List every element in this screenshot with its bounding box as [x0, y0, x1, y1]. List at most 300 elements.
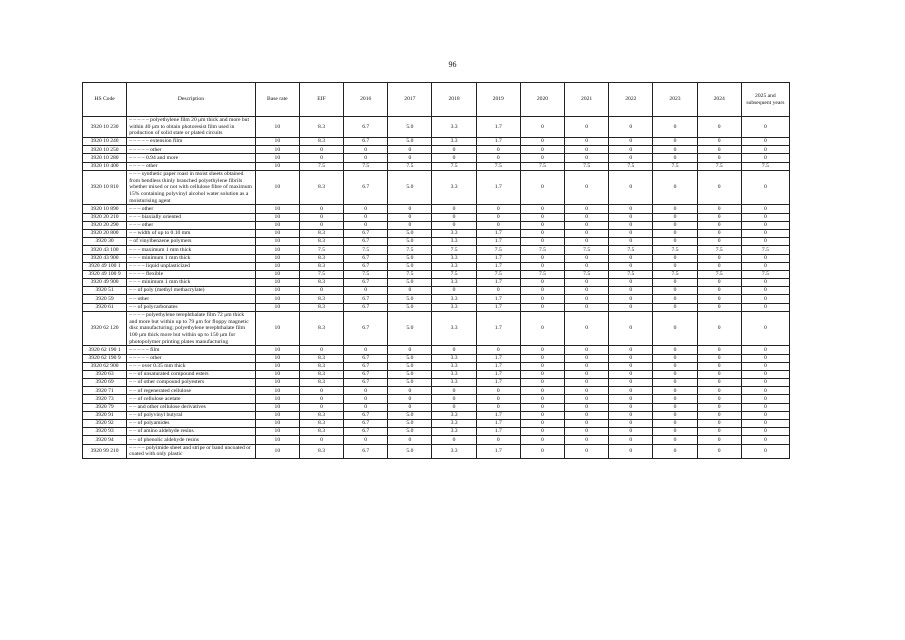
rate-cell: 0	[520, 154, 564, 162]
rate-cell: 0	[344, 205, 388, 213]
rate-cell: 0	[388, 403, 432, 411]
rate-cell: 10	[255, 444, 299, 458]
description-cell: – – – – polyimide sheet and stripe or band uncoated or coated with only plastic	[127, 444, 256, 458]
rate-cell: 1.7	[476, 354, 520, 362]
rate-cell: 0	[697, 287, 741, 295]
rate-cell: 0	[741, 221, 789, 229]
rate-cell: 7.5	[432, 162, 476, 170]
rate-cell: 6.7	[344, 444, 388, 458]
rate-cell: 10	[255, 154, 299, 162]
rate-cell: 0	[520, 254, 564, 262]
rate-cell: 0	[741, 354, 789, 362]
rate-cell: 10	[255, 262, 299, 270]
rate-cell: 0	[697, 221, 741, 229]
rate-cell: 5.0	[388, 229, 432, 237]
rate-cell: 10	[255, 254, 299, 262]
rate-cell: 5.0	[388, 370, 432, 378]
rate-cell: 10	[255, 311, 299, 346]
rate-cell: 1.7	[476, 420, 520, 428]
rate-cell: 10	[255, 117, 299, 138]
rate-cell: 0	[344, 387, 388, 395]
rate-cell: 0	[299, 146, 343, 154]
rate-cell: 0	[741, 395, 789, 403]
hs-code-cell: 3920 62 190 1	[83, 346, 127, 354]
rate-cell: 0	[697, 428, 741, 436]
rate-cell: 0	[388, 205, 432, 213]
rate-cell: 3.3	[432, 279, 476, 287]
rate-cell: 0	[432, 287, 476, 295]
description-cell: – – – over 0.35 mm thick	[127, 362, 256, 370]
rate-cell: 0	[697, 436, 741, 444]
rate-cell: 5.0	[388, 279, 432, 287]
rate-cell: 0	[609, 311, 653, 346]
rate-cell: 0	[609, 420, 653, 428]
rate-cell: 7.5	[520, 162, 564, 170]
hs-code-cell: 3920 93	[83, 428, 127, 436]
rate-cell: 3.3	[432, 311, 476, 346]
rate-cell: 0	[299, 387, 343, 395]
rate-cell: 0	[299, 436, 343, 444]
table-row	[83, 221, 790, 229]
rate-cell: 3.3	[432, 138, 476, 146]
rate-cell: 7.5	[565, 270, 609, 278]
rate-cell: 6.7	[344, 295, 388, 303]
rate-cell: 6.7	[344, 254, 388, 262]
rate-cell: 6.7	[344, 362, 388, 370]
hs-code-cell: 3920 20 290	[83, 221, 127, 229]
table-header-row	[83, 83, 790, 117]
rate-cell: 0	[476, 403, 520, 411]
rate-cell: 0	[520, 170, 564, 205]
rate-cell: 8.3	[299, 354, 343, 362]
rate-cell: 3.3	[432, 444, 476, 458]
rate-cell: 0	[344, 436, 388, 444]
rate-cell: 0	[565, 262, 609, 270]
rate-cell: 0	[653, 117, 697, 138]
hs-code-cell: 3920 99 210	[83, 444, 127, 458]
rate-cell: 0	[565, 403, 609, 411]
rate-cell: 0	[653, 229, 697, 237]
rate-cell: 0	[741, 238, 789, 246]
rate-cell: 7.5	[344, 246, 388, 254]
description-cell: – – – – flexible	[127, 270, 256, 278]
rate-cell: 1.7	[476, 411, 520, 419]
rate-cell: 1.7	[476, 279, 520, 287]
rate-cell: 10	[255, 295, 299, 303]
rate-cell: 1.7	[476, 428, 520, 436]
rate-cell: 0	[697, 379, 741, 387]
rate-cell: 7.5	[344, 162, 388, 170]
rate-cell: 3.3	[432, 420, 476, 428]
rate-cell: 0	[741, 403, 789, 411]
description-cell: – – – – 0.94 and more	[127, 154, 256, 162]
hs-code-cell: 3920 10 890	[83, 205, 127, 213]
rate-cell: 5.0	[388, 428, 432, 436]
rate-cell: 1.7	[476, 362, 520, 370]
rate-cell: 0	[653, 170, 697, 205]
rate-cell: 0	[476, 436, 520, 444]
rate-cell: 10	[255, 170, 299, 205]
column-header-base-rate: Base rate	[255, 83, 299, 117]
rate-cell: 3.3	[432, 295, 476, 303]
rate-cell: 10	[255, 403, 299, 411]
rate-cell: 0	[565, 146, 609, 154]
rate-cell: 0	[476, 154, 520, 162]
rate-cell: 0	[653, 428, 697, 436]
hs-code-cell: 3920 20 800	[83, 229, 127, 237]
rate-cell: 0	[609, 411, 653, 419]
hs-code-cell: 3920 10 810	[83, 170, 127, 205]
rate-cell: 0	[520, 444, 564, 458]
rate-cell: 0	[741, 370, 789, 378]
rate-cell: 0	[697, 411, 741, 419]
table-row	[83, 395, 790, 403]
rate-cell: 0	[565, 362, 609, 370]
rate-cell: 3.3	[432, 170, 476, 205]
rate-cell: 0	[299, 395, 343, 403]
rate-cell: 6.7	[344, 229, 388, 237]
rate-cell: 0	[388, 213, 432, 221]
rate-cell: 10	[255, 362, 299, 370]
table-row	[83, 246, 790, 254]
rate-cell: 0	[609, 262, 653, 270]
rate-cell: 7.5	[741, 270, 789, 278]
rate-cell: 0	[344, 146, 388, 154]
rate-cell: 1.7	[476, 138, 520, 146]
rate-cell: 10	[255, 411, 299, 419]
hs-code-cell: 3920 10 280	[83, 154, 127, 162]
rate-cell: 7.5	[653, 162, 697, 170]
rate-cell: 10	[255, 246, 299, 254]
rate-cell: 0	[741, 362, 789, 370]
rate-cell: 0	[697, 303, 741, 311]
rate-cell: 0	[299, 221, 343, 229]
rate-cell: 1.7	[476, 444, 520, 458]
table-row	[83, 420, 790, 428]
rate-cell: 7.5	[520, 270, 564, 278]
rate-cell: 0	[520, 117, 564, 138]
description-cell: – – of poly (methyl methacrylate)	[127, 287, 256, 295]
rate-cell: 0	[741, 254, 789, 262]
rate-cell: 8.3	[299, 411, 343, 419]
hs-code-cell: 3920 49 100 1	[83, 262, 127, 270]
table-row	[83, 428, 790, 436]
description-cell: – – – other	[127, 205, 256, 213]
hs-code-cell: 3920 10 230	[83, 117, 127, 138]
rate-cell: 0	[520, 303, 564, 311]
description-cell: – – of amino aldehyde resins	[127, 428, 256, 436]
column-header-2019: 2019	[476, 83, 520, 117]
rate-cell: 0	[432, 205, 476, 213]
rate-cell: 0	[432, 403, 476, 411]
rate-cell: 1.7	[476, 229, 520, 237]
rate-cell: 1.7	[476, 254, 520, 262]
rate-cell: 1.7	[476, 262, 520, 270]
table-row	[83, 138, 790, 146]
table-row	[83, 379, 790, 387]
rate-cell: 0	[299, 287, 343, 295]
rate-cell: 0	[741, 346, 789, 354]
rate-cell: 5.0	[388, 379, 432, 387]
rate-cell: 7.5	[388, 270, 432, 278]
column-header-hs-code: HS Code	[83, 83, 127, 117]
table-row	[83, 146, 790, 154]
rate-cell: 0	[741, 311, 789, 346]
rate-cell: 10	[255, 138, 299, 146]
description-cell: – – – other	[127, 221, 256, 229]
rate-cell: 0	[653, 387, 697, 395]
hs-code-cell: 3920 43 100	[83, 246, 127, 254]
rate-cell: 10	[255, 162, 299, 170]
table-row	[83, 254, 790, 262]
rate-cell: 0	[476, 205, 520, 213]
hs-code-cell: 3920 94	[83, 436, 127, 444]
rate-cell: 0	[520, 138, 564, 146]
rate-cell: 7.5	[520, 246, 564, 254]
rate-cell: 0	[653, 287, 697, 295]
rate-cell: 7.5	[653, 246, 697, 254]
rate-cell: 1.7	[476, 370, 520, 378]
rate-cell: 0	[565, 117, 609, 138]
rate-cell: 0	[299, 213, 343, 221]
rate-cell: 8.3	[299, 170, 343, 205]
rate-cell: 0	[520, 428, 564, 436]
rate-cell: 8.3	[299, 303, 343, 311]
table-row	[83, 370, 790, 378]
rate-cell: 0	[609, 254, 653, 262]
rate-cell: 0	[565, 370, 609, 378]
rate-cell: 0	[653, 262, 697, 270]
rate-cell: 0	[741, 170, 789, 205]
rate-cell: 0	[565, 229, 609, 237]
rate-cell: 7.5	[697, 246, 741, 254]
rate-cell: 0	[741, 303, 789, 311]
rate-cell: 0	[565, 411, 609, 419]
rate-cell: 10	[255, 205, 299, 213]
rate-cell: 0	[609, 170, 653, 205]
rate-cell: 0	[344, 346, 388, 354]
hs-code-cell: 3920 63	[83, 370, 127, 378]
rate-cell: 0	[609, 303, 653, 311]
rate-cell: 0	[565, 354, 609, 362]
rate-cell: 10	[255, 303, 299, 311]
rate-cell: 7.5	[476, 162, 520, 170]
rate-cell: 0	[653, 395, 697, 403]
rate-cell: 3.3	[432, 117, 476, 138]
rate-cell: 0	[653, 295, 697, 303]
rate-cell: 0	[697, 420, 741, 428]
table-row	[83, 311, 790, 346]
rate-cell: 0	[520, 229, 564, 237]
column-header-2018: 2018	[432, 83, 476, 117]
rate-cell: 7.5	[388, 246, 432, 254]
rate-cell: 0	[697, 362, 741, 370]
rate-cell: 0	[520, 213, 564, 221]
rate-cell: 5.0	[388, 411, 432, 419]
description-cell: – – – – – polyethylene film 20 μm thick and more but within 40 μm to obtain photoresist film used in production of solid state or plated circuits	[127, 117, 256, 138]
rate-cell: 3.3	[432, 370, 476, 378]
table-row	[83, 346, 790, 354]
description-cell: – – – – – film	[127, 346, 256, 354]
rate-cell: 0	[388, 154, 432, 162]
rate-cell: 0	[520, 362, 564, 370]
rate-cell: 0	[653, 436, 697, 444]
rate-cell: 0	[741, 295, 789, 303]
rate-cell: 10	[255, 436, 299, 444]
rate-cell: 0	[741, 387, 789, 395]
rate-cell: 3.3	[432, 229, 476, 237]
column-header-2022: 2022	[609, 83, 653, 117]
rate-cell: 0	[697, 262, 741, 270]
description-cell: – – – – liquid unplasticized	[127, 262, 256, 270]
rate-cell: 0	[388, 146, 432, 154]
table-body	[83, 117, 790, 459]
rate-cell: 3.3	[432, 379, 476, 387]
rate-cell: 0	[741, 262, 789, 270]
rate-cell: 0	[344, 221, 388, 229]
rate-cell: 0	[520, 411, 564, 419]
rate-cell: 0	[476, 287, 520, 295]
rate-cell: 0	[432, 213, 476, 221]
rate-cell: 10	[255, 238, 299, 246]
table-row	[83, 238, 790, 246]
table-row	[83, 444, 790, 458]
rate-cell: 5.0	[388, 420, 432, 428]
rate-cell: 10	[255, 270, 299, 278]
rate-cell: 1.7	[476, 311, 520, 346]
table-row	[83, 279, 790, 287]
rate-cell: 0	[388, 436, 432, 444]
rate-cell: 7.5	[299, 270, 343, 278]
description-cell: – – of unsaturated compound esters	[127, 370, 256, 378]
rate-cell: 10	[255, 370, 299, 378]
rate-cell: 0	[432, 146, 476, 154]
rate-cell: 0	[520, 146, 564, 154]
rate-cell: 0	[565, 387, 609, 395]
rate-cell: 0	[741, 213, 789, 221]
rate-cell: 0	[741, 436, 789, 444]
rate-cell: 6.7	[344, 354, 388, 362]
rate-cell: 0	[520, 346, 564, 354]
rate-cell: 0	[520, 387, 564, 395]
description-cell: – – – minimum 1 mm thick	[127, 279, 256, 287]
rate-cell: 8.3	[299, 428, 343, 436]
rate-cell: 5.0	[388, 254, 432, 262]
rate-cell: 0	[697, 117, 741, 138]
rate-cell: 1.7	[476, 295, 520, 303]
rate-cell: 0	[609, 436, 653, 444]
column-header-eif: EIF	[299, 83, 343, 117]
rate-cell: 0	[520, 279, 564, 287]
rate-cell: 0	[609, 146, 653, 154]
rate-cell: 0	[520, 238, 564, 246]
rate-cell: 0	[432, 221, 476, 229]
rate-cell: 0	[565, 436, 609, 444]
rate-cell: 0	[299, 205, 343, 213]
table-row	[83, 303, 790, 311]
rate-cell: 0	[520, 379, 564, 387]
rate-cell: 0	[697, 354, 741, 362]
rate-cell: 0	[476, 387, 520, 395]
rate-cell: 0	[520, 262, 564, 270]
description-cell: – – – biaxially oriented	[127, 213, 256, 221]
rate-cell: 0	[299, 403, 343, 411]
rate-cell: 0	[609, 279, 653, 287]
rate-cell: 10	[255, 387, 299, 395]
rate-cell: 5.0	[388, 295, 432, 303]
rate-cell: 7.5	[432, 246, 476, 254]
hs-code-cell: 3920 51	[83, 287, 127, 295]
table-row	[83, 262, 790, 270]
rate-cell: 0	[432, 346, 476, 354]
table-row	[83, 154, 790, 162]
hs-code-cell: 3920 20 210	[83, 213, 127, 221]
rate-cell: 3.3	[432, 262, 476, 270]
rate-cell: 0	[653, 403, 697, 411]
table-row	[83, 411, 790, 419]
rate-cell: 0	[653, 146, 697, 154]
rate-cell: 0	[520, 420, 564, 428]
table-row	[83, 436, 790, 444]
rate-cell: 0	[520, 221, 564, 229]
rate-cell: 7.5	[609, 162, 653, 170]
hs-code-cell: 3920 43 900	[83, 254, 127, 262]
rate-cell: 0	[653, 362, 697, 370]
table-row	[83, 213, 790, 221]
hs-code-cell: 3920 69	[83, 379, 127, 387]
rate-cell: 7.5	[344, 270, 388, 278]
rate-cell: 0	[344, 287, 388, 295]
rate-cell: 0	[520, 395, 564, 403]
rate-cell: 0	[476, 146, 520, 154]
rate-cell: 0	[697, 370, 741, 378]
rate-cell: 3.3	[432, 238, 476, 246]
rate-cell: 0	[520, 436, 564, 444]
rate-cell: 0	[697, 346, 741, 354]
rate-cell: 10	[255, 146, 299, 154]
rate-cell: 0	[565, 279, 609, 287]
rate-cell: 0	[609, 395, 653, 403]
table-row	[83, 229, 790, 237]
rate-cell: 0	[344, 395, 388, 403]
rate-cell: 6.7	[344, 170, 388, 205]
rate-cell: 0	[299, 346, 343, 354]
description-cell: – – – synthetic paper roast in moist sheets obtained from bendless thinly branched polyethylene fibrils whether mixed or not with cellulose fibre of maximum 15% containing polyvinyl alcohol water solution as a moisturising agent	[127, 170, 256, 205]
description-cell: – – and other cellulose derivatives	[127, 403, 256, 411]
column-header-2016: 2016	[344, 83, 388, 117]
rate-cell: 7.5	[388, 162, 432, 170]
rate-cell: 10	[255, 346, 299, 354]
rate-cell: 0	[388, 395, 432, 403]
rate-cell: 3.3	[432, 428, 476, 436]
rate-cell: 7.5	[697, 270, 741, 278]
rate-cell: 0	[609, 403, 653, 411]
description-cell: – – – – – other	[127, 354, 256, 362]
rate-cell: 0	[565, 395, 609, 403]
rate-cell: 0	[609, 354, 653, 362]
rate-cell: 0	[565, 295, 609, 303]
rate-cell: 0	[299, 154, 343, 162]
rate-cell: 10	[255, 221, 299, 229]
description-cell: – – of regenerated cellulose	[127, 387, 256, 395]
rate-cell: 0	[741, 420, 789, 428]
rate-cell: 0	[344, 213, 388, 221]
rate-cell: 3.3	[432, 362, 476, 370]
rate-cell: 0	[653, 346, 697, 354]
rate-cell: 0	[609, 362, 653, 370]
rate-cell: 0	[432, 154, 476, 162]
description-cell: – – of polyvinyl butyral	[127, 411, 256, 419]
